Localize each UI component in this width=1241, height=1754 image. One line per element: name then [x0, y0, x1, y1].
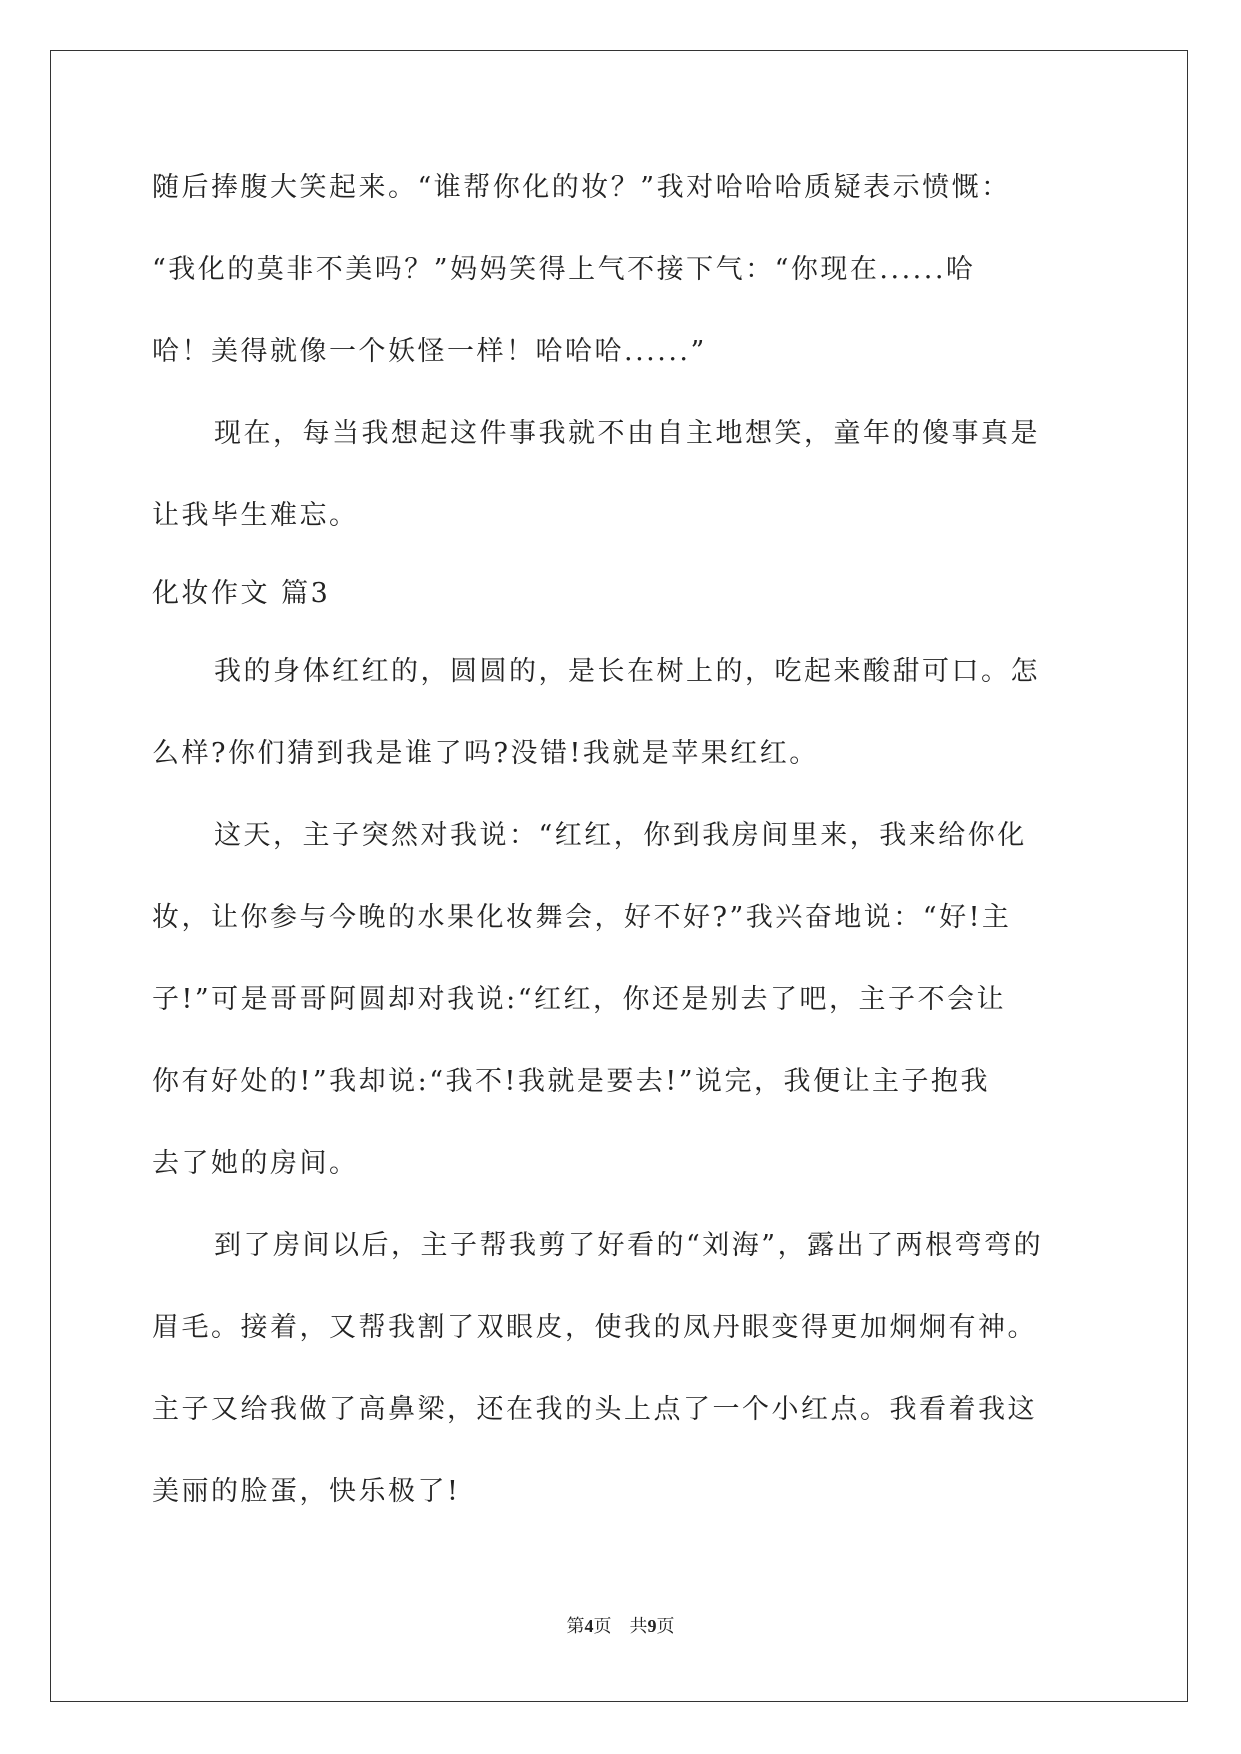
text-line: 这天，主子突然对我说：“红红，你到我房间里来，我来给你化 — [214, 820, 1027, 851]
footer-prefix: 第 — [566, 1616, 585, 1636]
current-page-number: 4 — [584, 1616, 594, 1636]
text-line: 让我毕生难忘。 — [152, 500, 359, 531]
text-line: 你有好处的!”我却说:“我不!我就是要去!”说完，我便让主子抱我 — [152, 1066, 991, 1097]
page-footer — [0, 1612, 1241, 1638]
text-line: 现在，每当我想起这件事我就不由自主地想笑，童年的傻事真是 — [214, 418, 1040, 449]
footer-mid: 页 共 — [593, 1616, 648, 1636]
document-body — [152, 160, 1092, 1546]
text-line: 到了房间以后，主子帮我剪了好看的“刘海”，露出了两根弯弯的 — [214, 1230, 1044, 1261]
text-line: “我化的莫非不美吗？”妈妈笑得上气不接下气：“你现在......哈 — [152, 254, 976, 285]
text-line: 我的身体红红的，圆圆的，是长在树上的，吃起来酸甜可口。怎 — [214, 656, 1040, 687]
text-line: 主子又给我做了高鼻梁，还在我的头上点了一个小红点。我看着我这 — [152, 1394, 1037, 1425]
text-line: 美丽的脸蛋，快乐极了! — [152, 1476, 461, 1507]
text-line: 哈！美得就像一个妖怪一样！哈哈哈......” — [152, 336, 707, 367]
text-line: 妆，让你参与今晚的水果化妆舞会，好不好?”我兴奋地说：“好!主 — [152, 902, 1012, 933]
text-line: 子!”可是哥哥阿圆却对我说:“红红，你还是别去了吧，主子不会让 — [152, 984, 1007, 1015]
text-line: 眉毛。接着，又帮我割了双眼皮，使我的凤丹眼变得更加炯炯有神。 — [152, 1312, 1037, 1343]
text-line: 随后捧腹大笑起来。“谁帮你化的妆？”我对哈哈哈质疑表示愤慨： — [152, 172, 1011, 203]
text-line: 么样?你们猜到我是谁了吗?没错!我就是苹果红红。 — [152, 738, 819, 769]
footer-suffix: 页 — [656, 1616, 675, 1636]
total-page-number: 9 — [647, 1616, 657, 1636]
text-line: 去了她的房间。 — [152, 1148, 359, 1179]
section-heading: 化妆作文 篇3 — [152, 578, 331, 609]
